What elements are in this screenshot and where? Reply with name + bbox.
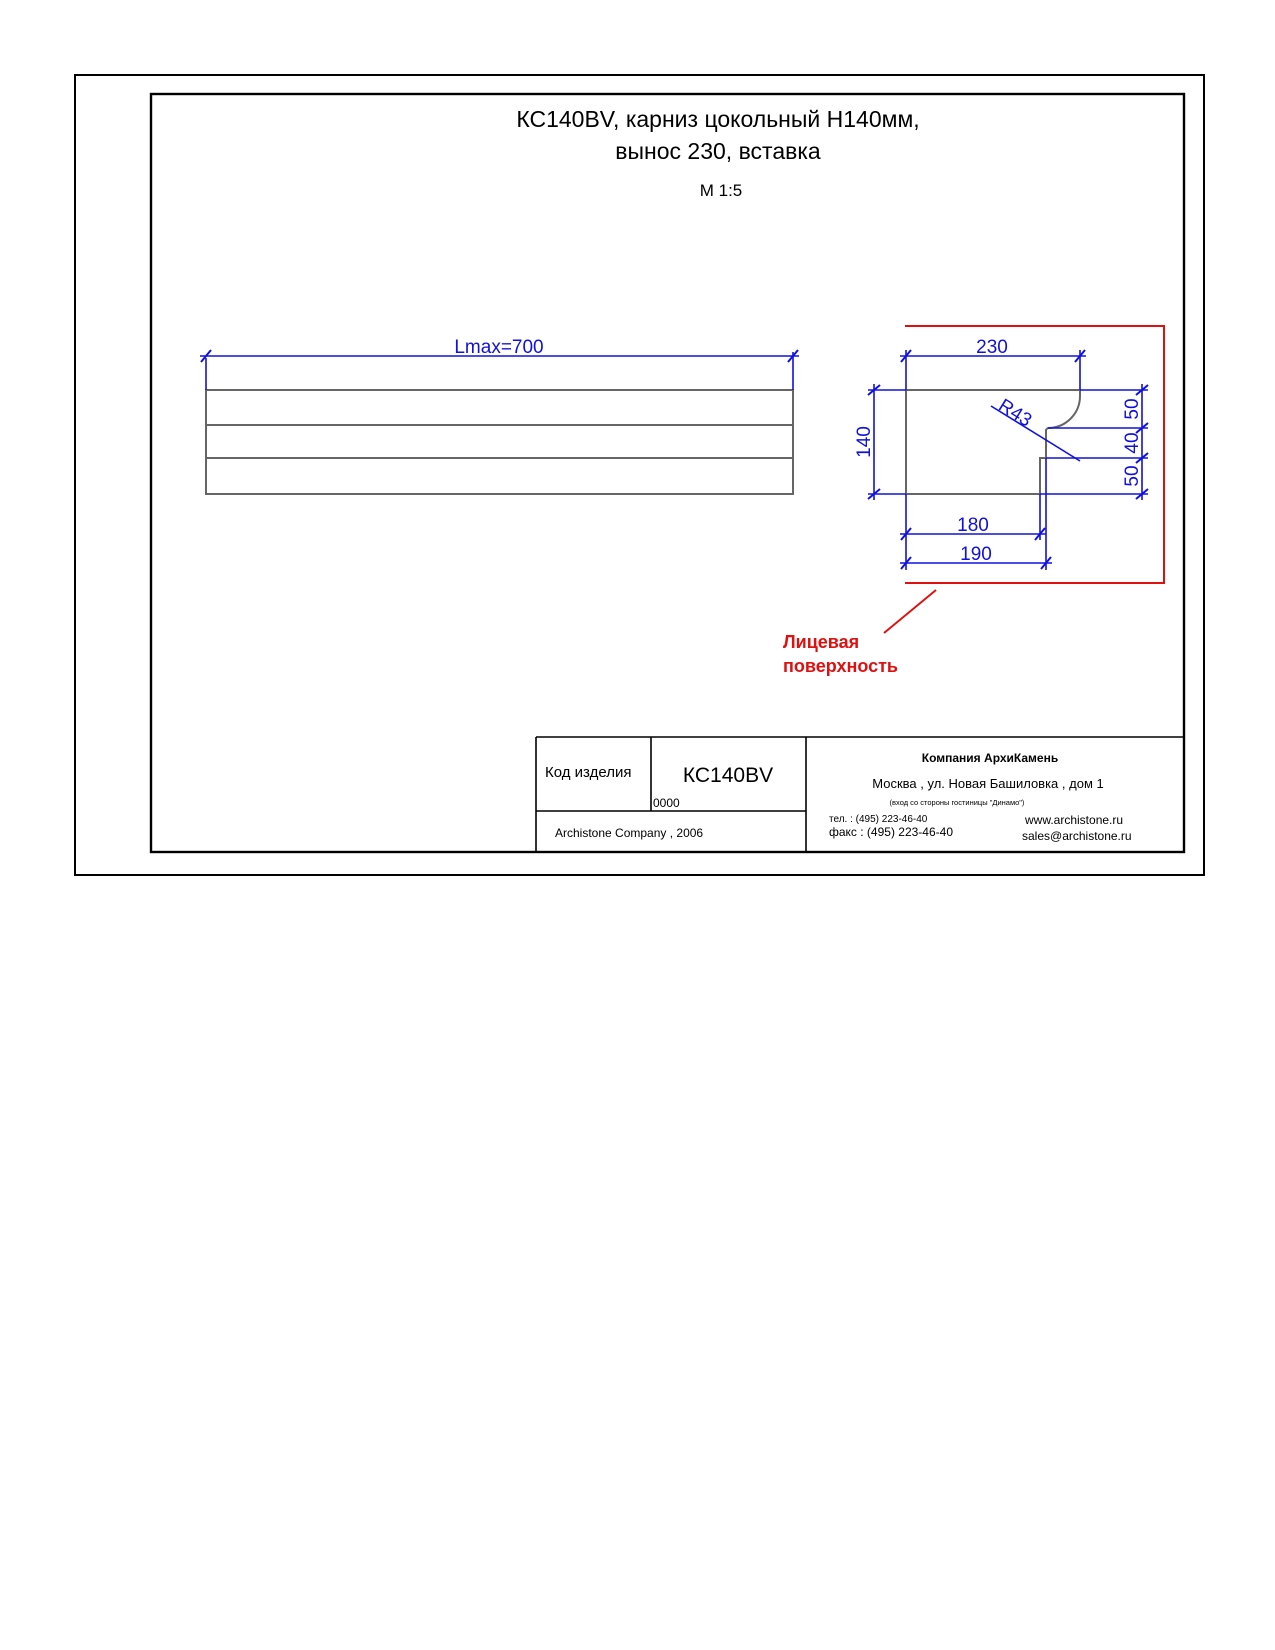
copyright: Archistone Company , 2006 (555, 826, 704, 840)
radius-label: R43 (994, 395, 1036, 432)
dim-right-mid-label: 40 (1122, 432, 1143, 454)
profile-outline (906, 390, 1080, 494)
face-label-line1: Лицевая (783, 632, 860, 652)
phone: тел. : (495) 223-46-40 (829, 814, 928, 825)
fax: факс : (495) 223-46-40 (829, 825, 953, 839)
email[interactable]: sales@archistone.ru (1022, 829, 1132, 843)
company-address: Москва , ул. Новая Башиловка , дом 1 (872, 776, 1104, 791)
inner-frame (151, 94, 1184, 852)
profile-view (854, 326, 1164, 633)
drawing-title-line2: вынос 230, вставка (615, 138, 821, 164)
company-name: Компания АрхиКамень (921, 751, 1059, 765)
dim-230-label: 230 (976, 337, 1008, 358)
length-label: Lmax=700 (454, 337, 544, 358)
title-block (536, 737, 1184, 852)
face-leader-line (884, 590, 936, 633)
dim-140-label: 140 (854, 426, 875, 458)
drawing-scale: М 1:5 (699, 181, 743, 200)
dim-right-bottom-label: 50 (1122, 465, 1143, 487)
code-value: КС140BV (682, 764, 774, 787)
plan-outline (206, 390, 793, 494)
address-note: (вход со стороны гостиницы "Динамо") (889, 798, 1025, 807)
dim-right-top-label: 50 (1122, 398, 1143, 420)
face-label-line2: поверхность (783, 656, 898, 676)
drawing-title-line1: КС140BV, карниз цокольный Н140мм, (516, 106, 920, 132)
dim-180-label: 180 (957, 515, 989, 536)
website[interactable]: www.archistone.ru (1025, 813, 1124, 827)
sub-code: 0000 (653, 796, 680, 810)
dim-190-label: 190 (960, 544, 992, 565)
code-label: Код изделия (545, 764, 632, 781)
plan-view (200, 337, 799, 494)
